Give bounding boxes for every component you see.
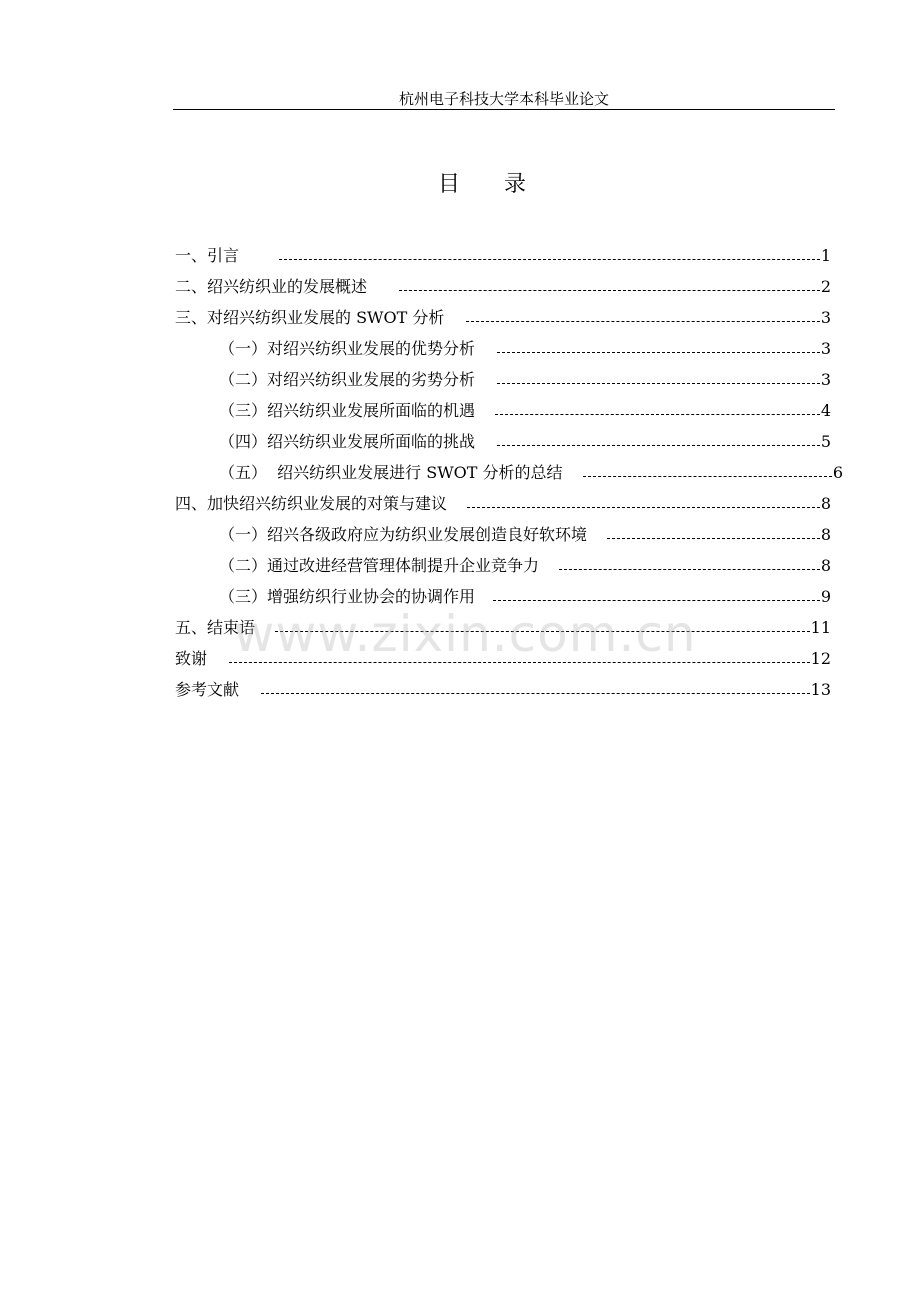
dot-leader: [466, 321, 819, 322]
toc-entry-page: 12: [810, 649, 831, 668]
toc-entry[interactable]: [219, 338, 831, 360]
toc-title: 目录: [437, 172, 570, 197]
toc-entry[interactable]: [219, 431, 831, 453]
dot-leader: [497, 352, 820, 353]
toc-entry-label: 致谢: [175, 649, 208, 668]
dot-leader: [467, 507, 820, 508]
dot-leader: [607, 538, 820, 539]
toc-entry-page: 9: [820, 587, 831, 606]
dot-leader: [497, 383, 820, 384]
toc-entry-page: 13: [810, 680, 831, 699]
running-header: 杭州电子科技大学本科毕业论文: [398, 90, 609, 108]
dot-leader: [275, 631, 810, 632]
toc-entry-page: 6: [832, 463, 843, 482]
dot-leader: [229, 662, 810, 663]
toc-entry[interactable]: [175, 648, 831, 670]
toc-entry-label: 参考文献: [175, 680, 240, 699]
toc-entry-label: 四、加快绍兴纺织业发展的对策与建议: [175, 494, 448, 513]
toc-entry-page: 2: [820, 277, 831, 296]
dot-leader: [497, 445, 820, 446]
toc-entry[interactable]: [219, 462, 843, 484]
toc-entry[interactable]: [175, 307, 831, 329]
toc-entry-label: （二）通过改进经营管理体制提升企业竞争力: [219, 556, 540, 575]
toc-entry-page: 8: [820, 525, 831, 544]
dot-leader: [495, 414, 820, 415]
toc-entry-page: 4: [820, 401, 831, 420]
toc-entry[interactable]: [219, 555, 831, 577]
toc-entry-label: 三、对绍兴纺织业发展的 SWOT 分析: [175, 308, 445, 327]
toc-entry-label: （四）绍兴纺织业发展所面临的挑战: [219, 432, 476, 451]
toc-entry-label: （三）增强纺织行业协会的协调作用: [219, 587, 476, 606]
toc-entry-label: （五） 绍兴纺织业发展进行 SWOT 分析的总结: [219, 463, 563, 482]
watermark: www.zixin.com.cn: [233, 605, 697, 663]
toc-entry-label: （二）对绍兴纺织业发展的劣势分析: [219, 370, 476, 389]
toc-entry-page: 11: [810, 618, 831, 637]
toc-entry-label: 一、引言: [175, 246, 240, 265]
dot-leader: [559, 569, 820, 570]
toc-entry-label: （一）绍兴各级政府应为纺织业发展创造良好软环境: [219, 525, 588, 544]
dot-leader: [399, 290, 820, 291]
toc-entry-page: 3: [820, 370, 831, 389]
toc-entry-page: 3: [820, 339, 831, 358]
toc-entry[interactable]: [219, 524, 831, 546]
toc-entry-page: 1: [820, 246, 831, 265]
toc-entry-page: 3: [820, 308, 831, 327]
toc-entry[interactable]: [175, 493, 831, 515]
dot-leader: [493, 600, 820, 601]
toc-entry-page: 8: [820, 556, 831, 575]
dot-leader: [583, 476, 832, 477]
toc-entry[interactable]: [219, 400, 831, 422]
toc-entry[interactable]: [219, 586, 831, 608]
toc-entry-label: 五、结束语: [175, 618, 256, 637]
toc-entry[interactable]: [219, 369, 831, 391]
toc-entry-label: （三）绍兴纺织业发展所面临的机遇: [219, 401, 476, 420]
dot-leader: [279, 259, 820, 260]
toc-entry-page: 5: [820, 432, 831, 451]
toc-entry-label: 二、绍兴纺织业的发展概述: [175, 277, 368, 296]
toc-entry-page: 8: [820, 494, 831, 513]
toc-entry-label: （一）对绍兴纺织业发展的优势分析: [219, 339, 476, 358]
toc-entry[interactable]: [175, 679, 831, 701]
toc-entry[interactable]: [175, 276, 831, 298]
toc-entry[interactable]: [175, 245, 831, 267]
toc-entry[interactable]: [175, 617, 831, 639]
dot-leader: [261, 693, 810, 694]
